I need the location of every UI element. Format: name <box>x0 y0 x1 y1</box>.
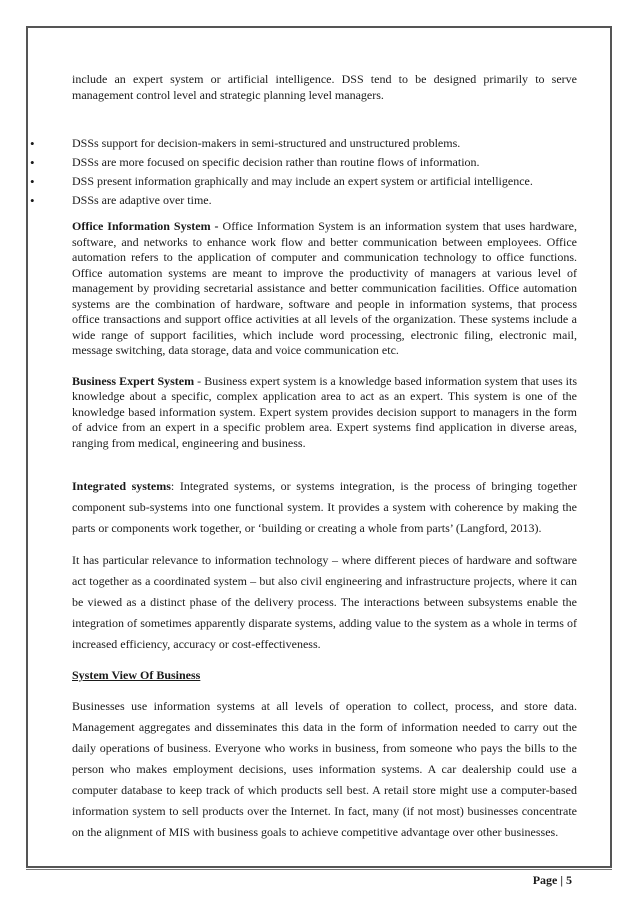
bullet-icon: • <box>30 155 35 170</box>
list-item: • DSSs are more focused on specific decision rather than routine flows of information. <box>30 155 480 170</box>
page-content <box>30 72 577 843</box>
section-heading: System View Of Business <box>72 668 201 682</box>
relevance-paragraph: It has particular relevance to information technology – where different pieces of hardware and software act together as a coordinated system – but also civil engineering and infrastructure projects, where it can be viewed as a distinct phase of the delivery process. The interactions between subsystems enable the integration of sometimes apparently disparate systems, adding value to the system as a whole in terms of increased efficiency, accuracy or cost-effectiveness. <box>72 553 577 651</box>
intro-continuation: include an expert system or artificial intelligence. DSS tend to be designed primarily to serve management control level and strategic planning level managers. <box>72 72 577 102</box>
page-footer <box>26 869 612 892</box>
office-system-paragraph: Office Information System - Office Information System is an information system that uses hardware, software, and networks to enhance work flow and better communication between employees. Office automation refers to the application of computer and communication technology to office functions. Office automation systems are meant to improve the productivity of managers at various level of management by providing secretarial assistance and better communication facilities. Office automation systems are the combination of hardware, software and people in information systems, that process office transactions and support office activities at all levels of the organization. These systems include a wide range of support facilities, which include word processing, electronic filing, electronic mail, message switching, data storage, data and voice communication etc. <box>72 219 577 357</box>
system-view-paragraph: Businesses use information systems at all levels of operation to collect, process, and store data. Management aggregates and disseminates this data in the form of information needed to carry out the daily operations of business. Everyone who works in business, from someone who pays the bills to the person who makes employment decisions, uses information systems. A car dealership could use a computer database to keep track of which products sell best. A retail store might use a computer-based information system to sell products over the Internet. In fact, many (if not most) businesses concentrate on the alignment of MIS with business goals to achieve competitive advantage over other businesses. <box>72 699 577 839</box>
expert-system-paragraph: Business Expert System - Business expert system is a knowledge based information system that uses its knowledge about a specific, complex application area to act as an expert. This system is one of the knowledge based information system. Expert system provides decision support to managers in the form of advice from an expert in a specific problem area. Expert systems find application in diverse areas, ranging from medical, engineering and business. <box>72 373 577 450</box>
list-item: • DSSs support for decision-makers in semi-structured and unstructured problems. <box>30 136 461 151</box>
list-item: • DSSs are adaptive over time. <box>30 193 212 208</box>
integrated-systems-paragraph: Integrated systems: Integrated systems, or systems integration, is the process of bringing together component sub-systems into one functional system. It provides a system with coherence by making the parts or components work together, or ‘building or creating a whole from parts’ (Langford, 2013). <box>72 479 577 535</box>
bullet-icon: • <box>30 136 35 151</box>
list-item: • DSS present information graphically and may include an expert system or artificial intelligence. <box>30 174 533 189</box>
dss-bullet-list <box>30 136 577 208</box>
expert-system-heading: Business Expert System <box>72 373 195 388</box>
office-system-heading: Office Information System - <box>72 219 219 233</box>
page-number: Page | 5 <box>532 873 572 887</box>
integrated-systems-heading: Integrated systems <box>72 479 171 493</box>
bullet-icon: • <box>30 193 35 208</box>
bullet-icon: • <box>30 174 35 189</box>
